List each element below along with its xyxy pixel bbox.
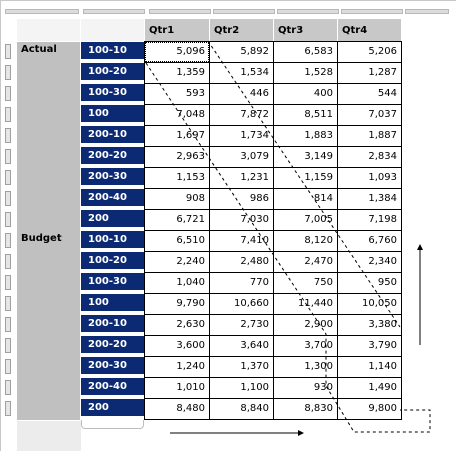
column-header[interactable]: Qtr1: [145, 19, 210, 41]
data-cell[interactable]: 10,660: [210, 294, 274, 315]
data-cell[interactable]: 1,159: [274, 168, 338, 189]
data-cell[interactable]: 3,149: [274, 147, 338, 168]
row-member-label[interactable]: 100: [81, 105, 144, 124]
row-handle[interactable]: [5, 296, 11, 311]
data-cell[interactable]: 544: [338, 84, 402, 105]
ruler-segment: [405, 9, 449, 14]
data-cell[interactable]: 1,300: [274, 357, 338, 378]
column-header[interactable]: Qtr4: [338, 19, 402, 41]
data-cell[interactable]: 930: [274, 378, 338, 399]
data-cell[interactable]: 1,734: [210, 126, 274, 147]
row-handle[interactable]: [5, 44, 11, 59]
data-cell[interactable]: 7,048: [145, 105, 210, 126]
ruler-segment: [149, 9, 211, 14]
data-cell[interactable]: 950: [338, 273, 402, 294]
data-cell[interactable]: 2,834: [338, 147, 402, 168]
data-cell[interactable]: 814: [274, 189, 338, 210]
row-handle[interactable]: [5, 275, 11, 290]
data-cell[interactable]: 1,490: [338, 378, 402, 399]
row-handle[interactable]: [5, 86, 11, 101]
ruler-segment: [83, 9, 145, 14]
data-cell[interactable]: 2,963: [145, 147, 210, 168]
data-cell[interactable]: 2,480: [210, 252, 274, 273]
row-handle[interactable]: [5, 191, 11, 206]
data-cell[interactable]: 1,887: [338, 126, 402, 147]
row-handle[interactable]: [5, 65, 11, 80]
data-cell[interactable]: 6,721: [145, 210, 210, 231]
data-cell[interactable]: 6,510: [145, 231, 210, 252]
horizontal-scroll-area[interactable]: [17, 421, 81, 451]
data-cell[interactable]: 2,340: [338, 252, 402, 273]
row-handle[interactable]: [5, 212, 11, 227]
header-corner: [81, 19, 145, 41]
row-handle[interactable]: [5, 128, 11, 143]
row-handle[interactable]: [5, 107, 11, 122]
data-cell[interactable]: 9,790: [145, 294, 210, 315]
row-handle[interactable]: [5, 254, 11, 269]
row-handle[interactable]: [5, 170, 11, 185]
data-cell[interactable]: 3,640: [210, 336, 274, 357]
data-cell[interactable]: 3,700: [274, 336, 338, 357]
data-cell[interactable]: 2,240: [145, 252, 210, 273]
data-cell[interactable]: 7,198: [338, 210, 402, 231]
data-cell[interactable]: 986: [210, 189, 274, 210]
data-cell[interactable]: 7,037: [338, 105, 402, 126]
data-cell[interactable]: 446: [210, 84, 274, 105]
data-cell[interactable]: 5,206: [338, 42, 402, 63]
data-cell[interactable]: 2,470: [274, 252, 338, 273]
data-cell[interactable]: 1,140: [338, 357, 402, 378]
data-cell[interactable]: 7,410: [210, 231, 274, 252]
data-cell[interactable]: 7,030: [210, 210, 274, 231]
data-cell[interactable]: 1,240: [145, 357, 210, 378]
data-cell[interactable]: 7,872: [210, 105, 274, 126]
data-cell[interactable]: 1,359: [145, 63, 210, 84]
ruler-segment: [277, 9, 339, 14]
data-cell[interactable]: 1,100: [210, 378, 274, 399]
data-cell[interactable]: 2,630: [145, 315, 210, 336]
data-cell[interactable]: 7,005: [274, 210, 338, 231]
data-cell[interactable]: 8,511: [274, 105, 338, 126]
data-cell[interactable]: 1,010: [145, 378, 210, 399]
row-handle[interactable]: [5, 233, 11, 248]
row-handle[interactable]: [5, 317, 11, 332]
data-cell[interactable]: 3,079: [210, 147, 274, 168]
data-cell[interactable]: 1,093: [338, 168, 402, 189]
row-handle[interactable]: [5, 149, 11, 164]
data-cell[interactable]: 908: [145, 189, 210, 210]
row-member-label[interactable]: 200-10: [81, 126, 144, 145]
row-group-label[interactable]: Budget: [17, 231, 80, 420]
row-member-label[interactable]: 200-30: [81, 168, 144, 187]
data-cell[interactable]: 400: [274, 84, 338, 105]
data-cell[interactable]: 5,892: [210, 42, 274, 63]
row-member-label[interactable]: 200-30: [81, 357, 144, 376]
data-cell[interactable]: 10,050: [338, 294, 402, 315]
data-cell[interactable]: 8,830: [274, 399, 338, 420]
data-cell[interactable]: 1,153: [145, 168, 210, 189]
data-cell[interactable]: 750: [274, 273, 338, 294]
ruler-segment: [213, 9, 275, 14]
sheet-tab-stub[interactable]: [81, 420, 144, 429]
row-member-label[interactable]: 100-20: [81, 63, 144, 82]
data-cell[interactable]: 11,440: [274, 294, 338, 315]
row-member-label[interactable]: 100-20: [81, 252, 144, 271]
column-ruler: [5, 9, 449, 16]
data-cell[interactable]: 3,380: [338, 315, 402, 336]
data-cell[interactable]: 2,730: [210, 315, 274, 336]
row-member-label[interactable]: 100-10: [81, 231, 144, 250]
ruler-segment: [341, 9, 403, 14]
data-cell[interactable]: 3,790: [338, 336, 402, 357]
data-cell[interactable]: 1,697: [145, 126, 210, 147]
column-header[interactable]: Qtr3: [274, 19, 338, 41]
header-corner: [17, 19, 81, 41]
row-group-label[interactable]: Actual: [17, 42, 80, 231]
data-cell[interactable]: 9,800: [338, 399, 402, 420]
data-cell[interactable]: 6,583: [274, 42, 338, 63]
data-cell[interactable]: 1,040: [145, 273, 210, 294]
row-member-label[interactable]: 100-10: [81, 42, 144, 61]
data-cell[interactable]: 1,384: [338, 189, 402, 210]
row-handle[interactable]: [5, 359, 11, 374]
data-cell[interactable]: 6,760: [338, 231, 402, 252]
row-member-label[interactable]: 200-20: [81, 147, 144, 166]
row-member-label[interactable]: 200-20: [81, 336, 144, 355]
data-cell[interactable]: 1,287: [338, 63, 402, 84]
data-cell[interactable]: 8,840: [210, 399, 274, 420]
row-member-label[interactable]: 200-40: [81, 189, 144, 208]
row-handle[interactable]: [5, 401, 11, 416]
data-cell[interactable]: 1,534: [210, 63, 274, 84]
data-cell[interactable]: 1,370: [210, 357, 274, 378]
column-header[interactable]: Qtr2: [210, 19, 274, 41]
row-member-label[interactable]: 200: [81, 399, 144, 418]
row-handles: [5, 41, 13, 441]
data-cell[interactable]: 770: [210, 273, 274, 294]
row-member-label[interactable]: 200-40: [81, 378, 144, 397]
row-handle[interactable]: [5, 338, 11, 353]
data-cell[interactable]: 5,096: [145, 42, 210, 63]
row-handle[interactable]: [5, 380, 11, 395]
row-member-label[interactable]: 200: [81, 210, 144, 229]
data-cell[interactable]: 593: [145, 84, 210, 105]
row-member-label[interactable]: 100: [81, 294, 144, 313]
row-member-label[interactable]: 100-30: [81, 84, 144, 103]
row-member-label[interactable]: 200-10: [81, 315, 144, 334]
ruler-segment: [5, 9, 79, 14]
data-cell[interactable]: 2,900: [274, 315, 338, 336]
data-cell[interactable]: 1,528: [274, 63, 338, 84]
data-cell[interactable]: 8,480: [145, 399, 210, 420]
row-member-label[interactable]: 100-30: [81, 273, 144, 292]
data-cell[interactable]: 8,120: [274, 231, 338, 252]
data-cell[interactable]: 1,883: [274, 126, 338, 147]
data-cell[interactable]: 3,600: [145, 336, 210, 357]
data-cell[interactable]: 1,231: [210, 168, 274, 189]
